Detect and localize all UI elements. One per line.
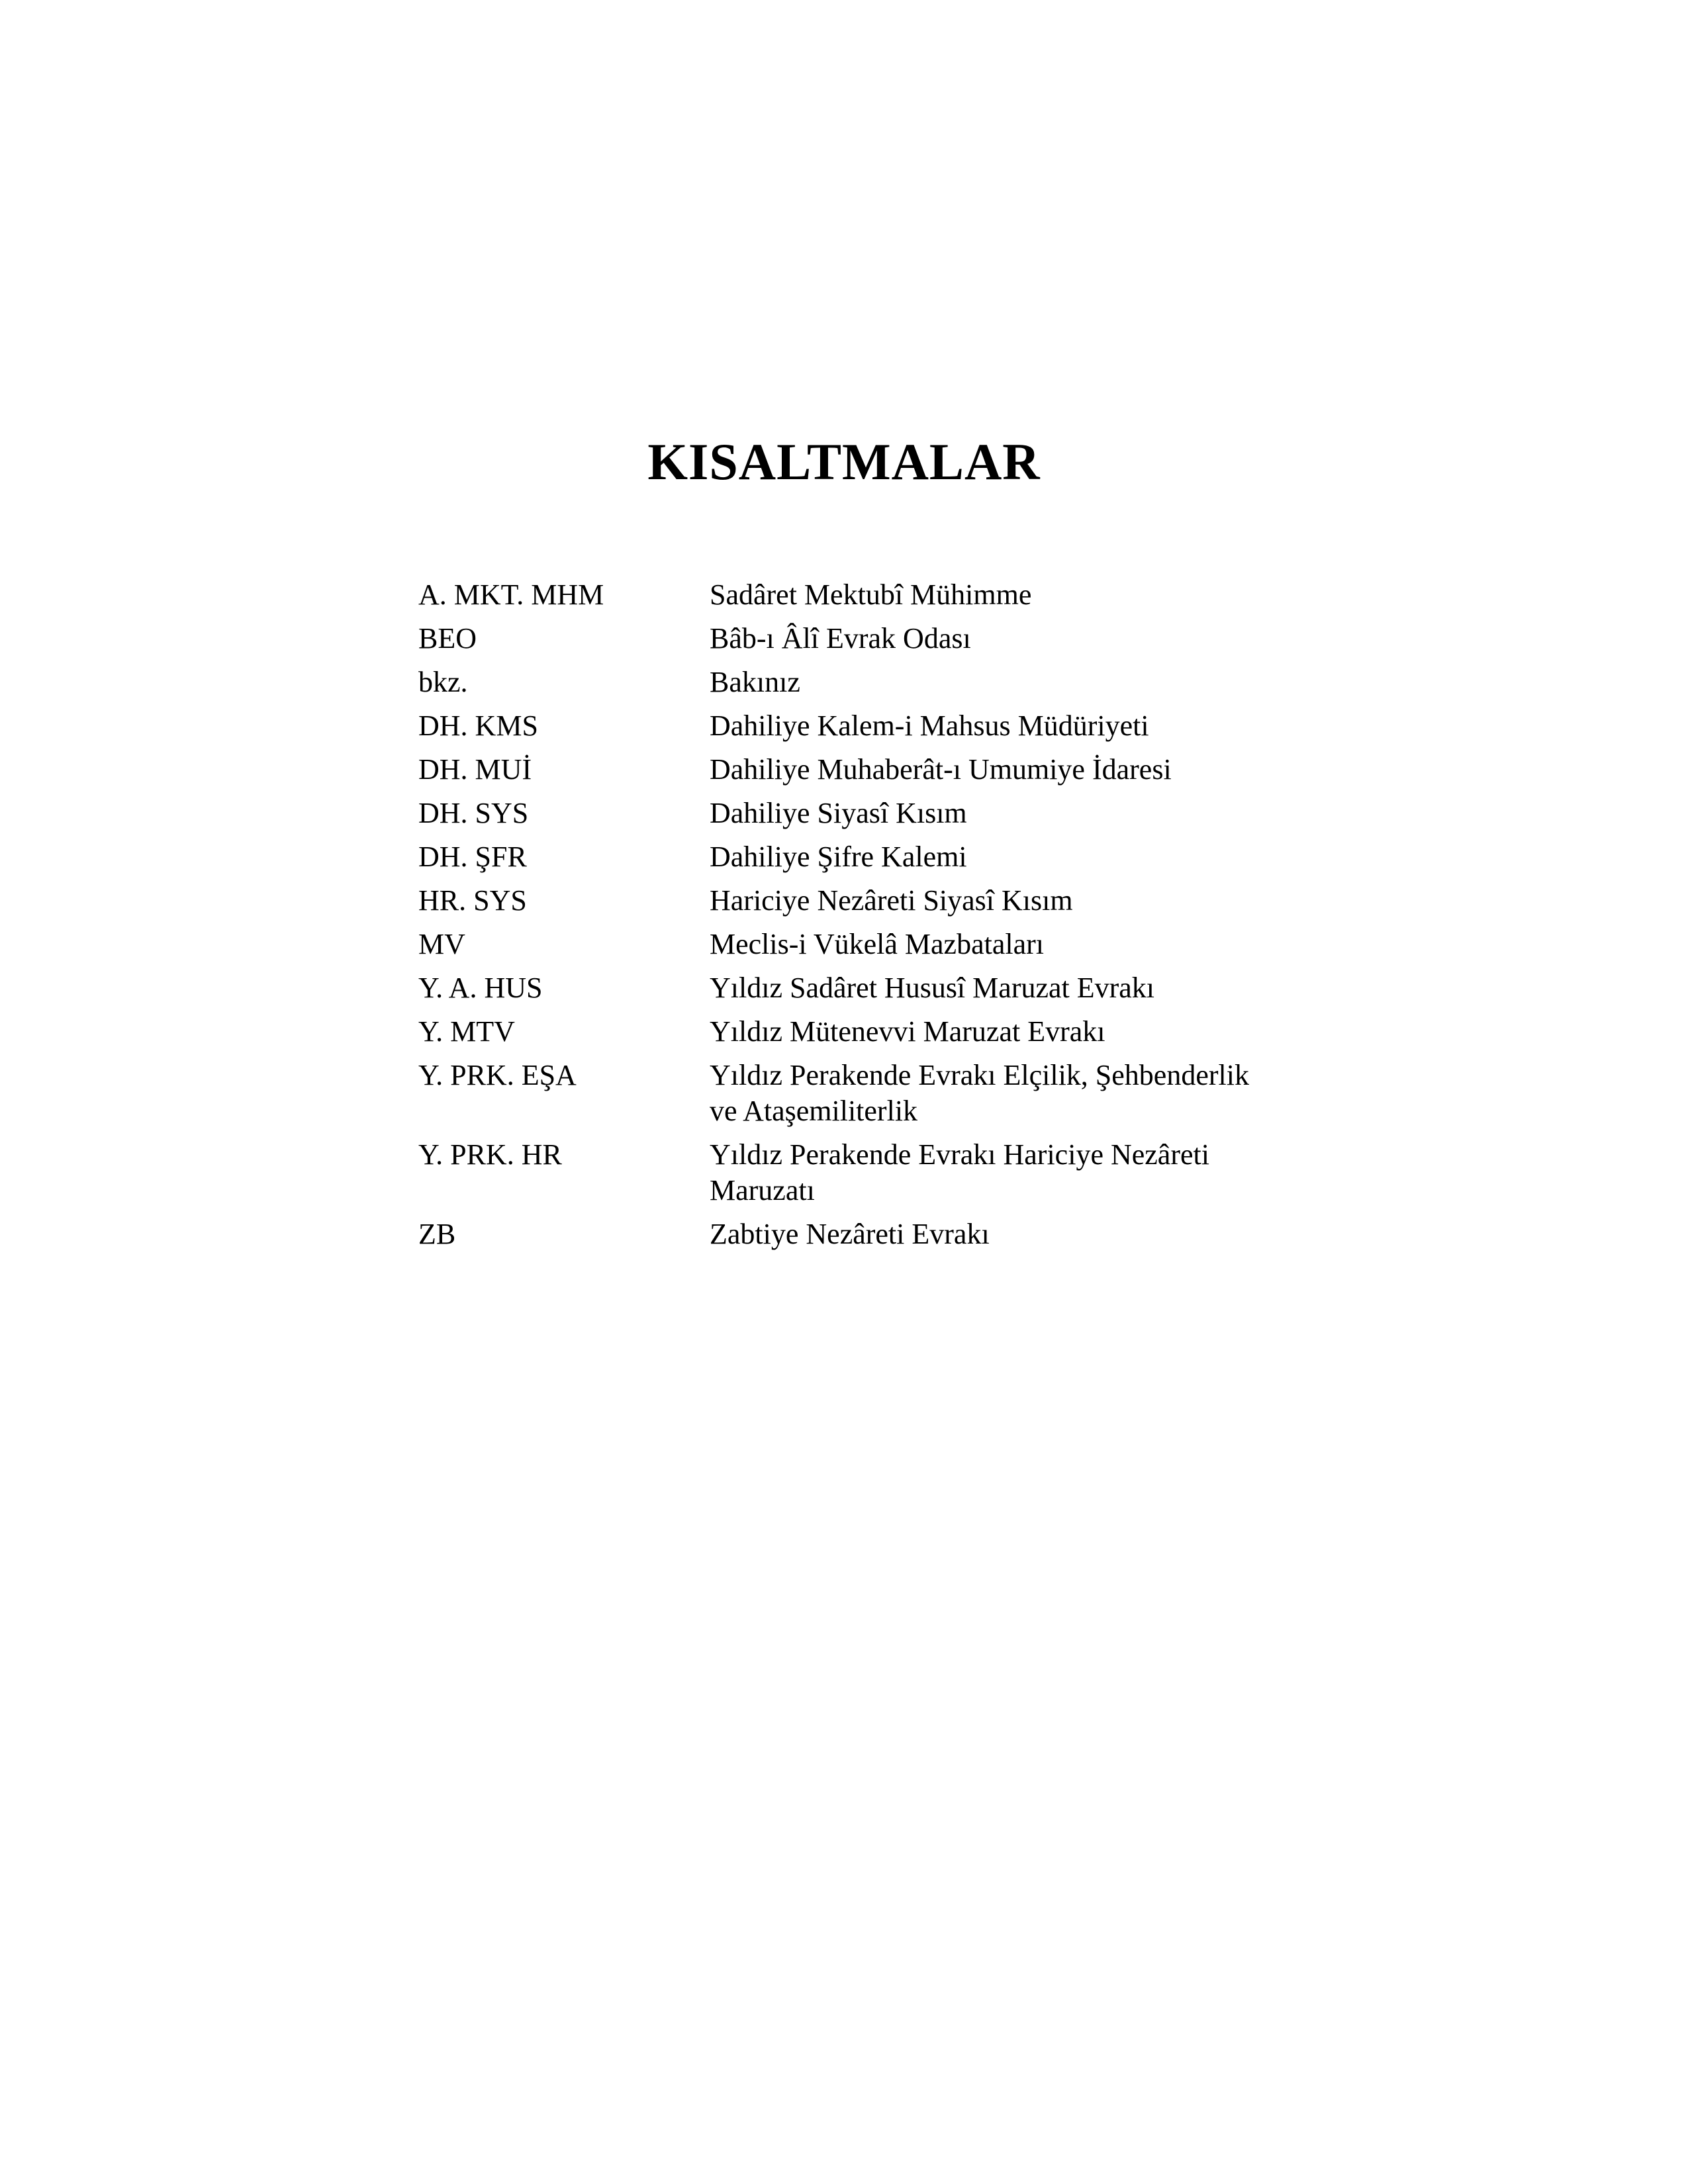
abbreviation-term: Y. A. HUS xyxy=(418,972,543,1004)
abbreviation-description: Yıldız Sadâret Hususî Maruzat Evrakı xyxy=(710,972,1155,1004)
abbreviation-description: Dahiliye Muhaberât-ı Umumiye İdaresi xyxy=(710,753,1172,786)
abbreviation-term: bkz. xyxy=(418,666,468,698)
abbreviation-row xyxy=(418,1137,1345,1208)
abbreviation-term: Y. PRK. HR xyxy=(418,1138,562,1171)
abbreviation-term: HR. SYS xyxy=(418,884,527,917)
abbreviation-row xyxy=(418,708,1345,744)
abbreviation-term: A. MKT. MHM xyxy=(418,578,604,611)
abbreviation-description: Bakınız xyxy=(710,666,800,698)
abbreviation-row xyxy=(418,883,1345,919)
abbreviation-description: Meclis-i Vükelâ Mazbataları xyxy=(710,928,1044,960)
abbreviation-description: Hariciye Nezâreti Siyasî Kısım xyxy=(710,884,1073,917)
abbreviation-row xyxy=(418,752,1345,788)
abbreviation-row xyxy=(418,664,1345,700)
abbreviation-row xyxy=(418,839,1345,875)
abbreviation-term: DH. MUİ xyxy=(418,753,532,786)
abbreviation-term: DH. ŞFR xyxy=(418,841,527,873)
abbreviation-row xyxy=(418,796,1345,831)
abbreviation-term: BEO xyxy=(418,622,477,655)
abbreviation-description: Sadâret Mektubî Mühimme xyxy=(710,578,1032,611)
abbreviation-term: Y. PRK. EŞA xyxy=(418,1059,577,1091)
abbreviation-term: DH. SYS xyxy=(418,797,529,829)
abbreviation-row xyxy=(418,1014,1345,1050)
abbreviation-description: Dahiliye Siyasî Kısım xyxy=(710,797,967,829)
abbreviation-row xyxy=(418,927,1345,962)
abbreviation-description: Dahiliye Şifre Kalemi xyxy=(710,841,967,873)
abbreviation-term: Y. MTV xyxy=(418,1015,515,1048)
abbreviation-row xyxy=(418,970,1345,1006)
abbreviation-term: MV xyxy=(418,928,465,960)
abbreviation-term: DH. KMS xyxy=(418,709,538,742)
abbreviation-row xyxy=(418,1216,1345,1252)
abbreviation-row xyxy=(418,1058,1345,1129)
abbreviation-description: Dahiliye Kalem-i Mahsus Müdüriyeti xyxy=(710,709,1149,742)
abbreviation-term: ZB xyxy=(418,1218,456,1250)
abbreviation-description: Yıldız Perakende Evrakı Hariciye Nezâreti Maruzatı xyxy=(710,1138,1209,1206)
abbreviation-description: Zabtiye Nezâreti Evrakı xyxy=(710,1218,990,1250)
page-title: KISALTMALAR xyxy=(647,433,1041,490)
abbreviation-row xyxy=(418,621,1345,657)
abbreviation-description: Bâb-ı Âlî Evrak Odası xyxy=(710,622,971,655)
abbreviation-row xyxy=(418,577,1345,613)
abbreviation-list xyxy=(418,577,1345,1260)
abbreviation-description: Yıldız Mütenevvi Maruzat Evrakı xyxy=(710,1015,1105,1048)
abbreviation-description: Yıldız Perakende Evrakı Elçilik, Şehbenderlik ve Ataşemiliterlik xyxy=(710,1059,1249,1127)
